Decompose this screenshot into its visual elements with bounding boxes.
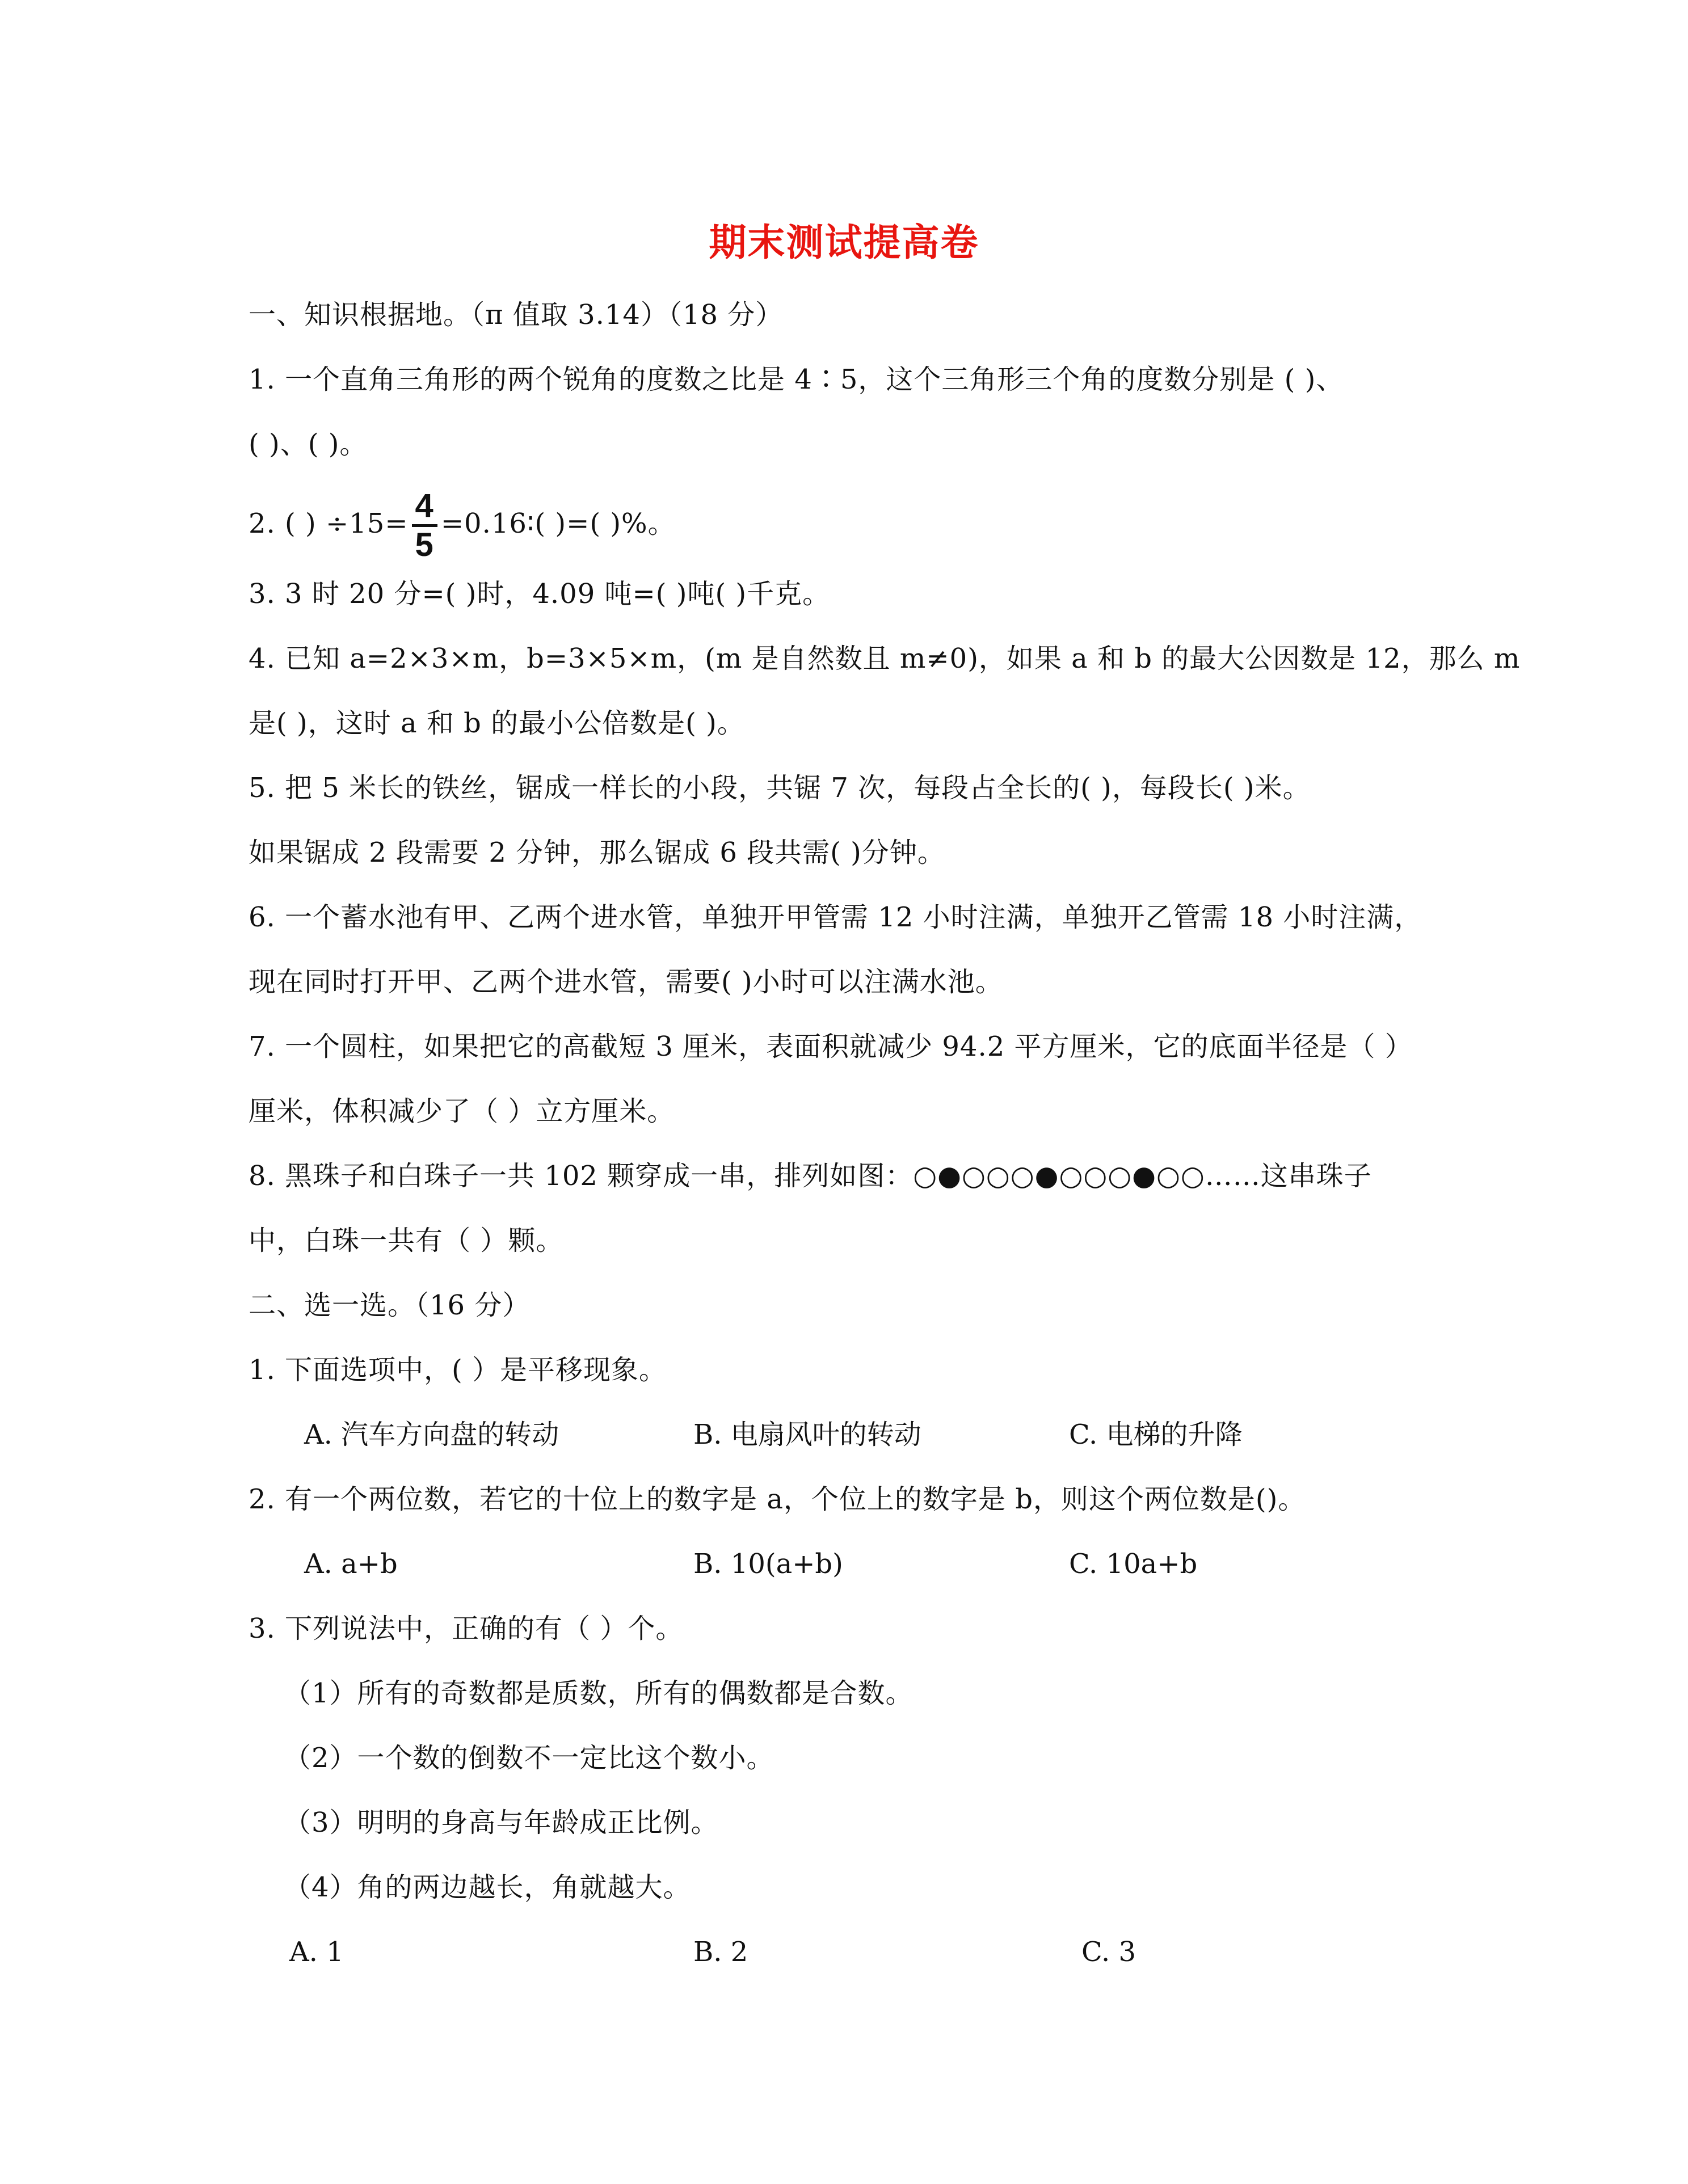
- s1-q3: 3. 3 时 20 分=( )时，4.09 吨=( )吨( )千克。: [249, 578, 831, 610]
- s2-q3-statement-2: （2）一个数的倒数不一定比这个数小。: [284, 1742, 774, 1774]
- s2-q1-option-c: C. 电梯的升降: [1069, 1419, 1243, 1451]
- s2-q3-option-c: C. 3: [1081, 1936, 1136, 1968]
- s2-q3-stem: 3. 下列说法中，正确的有（ ）个。: [249, 1613, 684, 1645]
- s1-q1-line2: ( )、( )。: [249, 428, 368, 460]
- s2-q2-stem: 2. 有一个两位数，若它的十位上的数字是 a，个位上的数字是 b，则这个两位数是()。: [249, 1483, 1306, 1515]
- s2-q1-option-b: B. 电扇风叶的转动: [693, 1419, 921, 1451]
- s1-q5-line1: 5. 把 5 米长的铁丝，锯成一样长的小段，共锯 7 次，每段占全长的( )，每段长( )米。: [249, 772, 1311, 804]
- fraction: [412, 489, 437, 562]
- s1-q5-line2: 如果锯成 2 段需要 2 分钟，那么锯成 6 段共需( )分钟。: [249, 837, 945, 868]
- s2-q3-option-b: B. 2: [693, 1936, 748, 1968]
- section1-heading: 一、知识根据地。（π 值取 3.14）（18 分）: [249, 299, 784, 331]
- s2-q3-statement-4: （4）角的两边越长，角就越大。: [284, 1871, 691, 1903]
- s1-q4-line2: 是( )，这时 a 和 b 的最小公倍数是( )。: [249, 707, 745, 739]
- s1-q1-line1: 1. 一个直角三角形的两个锐角的度数之比是 4∶5，这个三角形三个角的度数分别是 ( )、: [249, 364, 1344, 395]
- s1-q6-line2: 现在同时打开甲、乙两个进水管，需要( )小时可以注满水池。: [249, 966, 1003, 998]
- s1-q8-line2: 中，白珠一共有（ ）颗。: [249, 1225, 564, 1257]
- s2-q1-option-a: A. 汽车方向盘的转动: [304, 1419, 559, 1451]
- s1-q2: [249, 489, 676, 562]
- s2-q1-stem: 1. 下面选项中，( ）是平移现象。: [249, 1354, 667, 1386]
- s1-q7-line1: 7. 一个圆柱，如果把它的高截短 3 厘米，表面积就减少 94.2 平方厘米，它的底面半径是（ ）: [249, 1031, 1413, 1063]
- page-title: 期末测试提高卷: [709, 220, 979, 264]
- s2-q2-option-a: A. a+b: [304, 1548, 398, 1580]
- s2-q3-option-a: A. 1: [289, 1936, 344, 1968]
- s1-q7-line2: 厘米，体积减少了（ ）立方厘米。: [249, 1095, 675, 1127]
- s1-q8-line1: 8. 黑珠子和白珠子一共 102 颗穿成一串，排列如图：○●○○○●○○○●○○……这串珠子: [249, 1160, 1372, 1192]
- fraction-denominator: 5: [415, 526, 434, 563]
- s1-q2-after: =0.16∶( )=( )%。: [440, 508, 676, 539]
- s1-q4-line1: 4. 已知 a=2×3×m，b=3×5×m，(m 是自然数且 m≠0)，如果 a 和 b 的最大公因数是 12，那么 m: [249, 643, 1521, 674]
- section2-heading: 二、选一选。（16 分）: [249, 1289, 531, 1321]
- s2-q2-option-c: C. 10a+b: [1069, 1548, 1198, 1580]
- fraction-numerator: 4: [412, 489, 437, 527]
- s1-q2-before: 2. ( ) ÷15=: [249, 508, 409, 539]
- s2-q2-option-b: B. 10(a+b): [693, 1548, 843, 1580]
- s2-q3-statement-3: （3）明明的身高与年龄成正比例。: [284, 1807, 719, 1839]
- s2-q3-statement-1: （1）所有的奇数都是质数，所有的偶数都是合数。: [284, 1677, 914, 1709]
- s1-q6-line1: 6. 一个蓄水池有甲、乙两个进水管，单独开甲管需 12 小时注满，单独开乙管需 18 小时注满，: [249, 901, 1422, 933]
